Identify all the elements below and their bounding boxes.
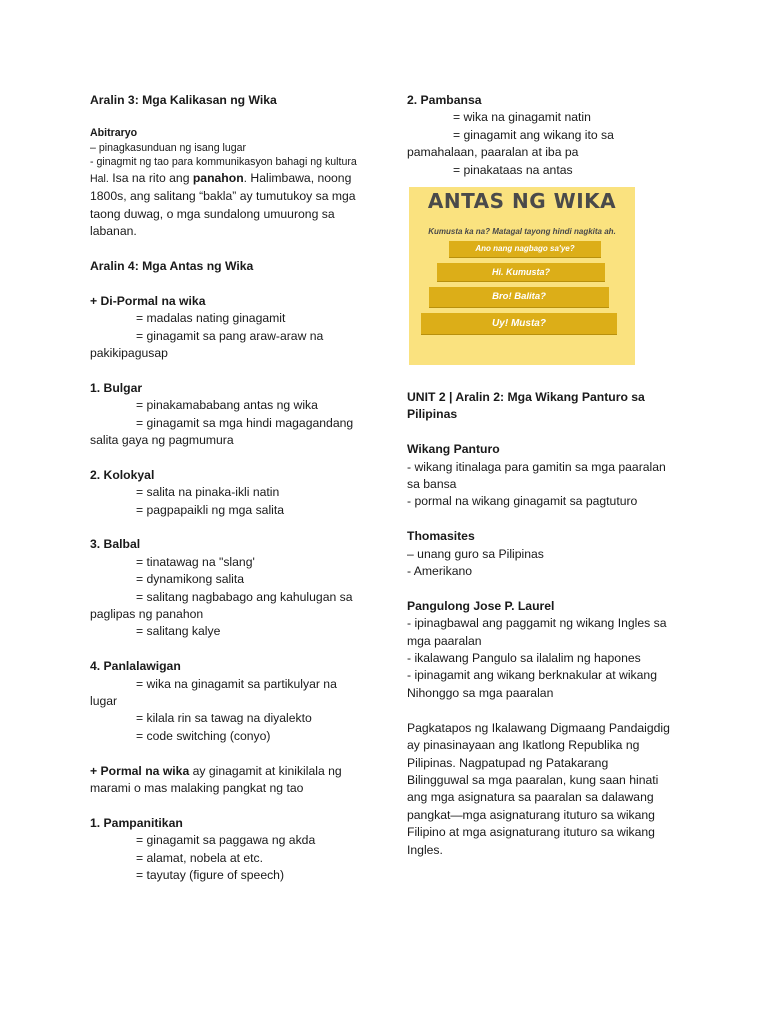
pormal-text: ay ginagamit at kinikilala ng — [189, 763, 342, 778]
infographic-step: Ano nang nagbago sa'ye? — [449, 241, 601, 257]
pambansa-section — [407, 92, 677, 179]
di-pormal-title: + Di-Pormal na wika — [90, 293, 206, 308]
pagkatapos-paragraph — [407, 720, 677, 859]
aralin4-title: Aralin 4: Mga Antas ng Wika — [90, 258, 254, 273]
pampanitikan-line: = tayutay (figure of speech) — [136, 868, 285, 883]
pambansa-line: = pinakataas na antas — [453, 162, 573, 177]
panlalawigan-line: = kilala rin sa tawag na diyalekto — [136, 711, 312, 726]
di-pormal-line: = madalas nating ginagamit — [136, 311, 286, 326]
infographic-step: Bro! Balita? — [429, 287, 609, 307]
infographic-title: ANTAS NG WIKA — [427, 189, 617, 214]
paragraph-line: pangkat—mga asignaturang ituturo sa wikang — [407, 807, 655, 822]
hal-paragraph — [90, 170, 360, 241]
paragraph-line: Bilingguwal sa mga paaralan, kung saan hinati — [407, 772, 659, 787]
di-pormal-line: pakikipagusap — [90, 345, 168, 360]
bulgar-title: 1. Bulgar — [90, 380, 143, 395]
paragraph-line: Filipino at mga asignaturang ituturo sa wikang — [407, 825, 655, 840]
balbal-section — [90, 536, 360, 640]
aralin3-title: Aralin 3: Mga Kalikasan ng Wika — [90, 93, 277, 107]
hal-text: Isa na rito ang — [108, 170, 193, 185]
kolokyal-section — [90, 467, 360, 519]
thomasites-line: - Amerikano — [407, 564, 473, 579]
wikang-panturo-section — [407, 441, 677, 511]
abitraryo-line: - ginagmit ng tao para kommunikasyon bahagi ng kultura — [90, 156, 357, 169]
aralin4-section — [90, 258, 360, 275]
panlalawigan-title: 4. Panlalawigan — [90, 659, 181, 674]
di-pormal-section — [90, 293, 360, 363]
unit2-title: UNIT 2 | Aralin 2: Mga Wikang Panturo sa — [407, 390, 645, 405]
aralin3-section — [90, 92, 360, 241]
bulgar-line: salita gaya ng pagmumura — [90, 432, 234, 447]
infographic-step: Hi. Kumusta? — [437, 263, 605, 281]
paragraph-line: Ingles. — [407, 842, 443, 857]
wikang-panturo-line: - pormal na wikang ginagamit sa pagtuturo — [407, 494, 638, 509]
abitraryo-line: – pinagkasunduan ng isang lugar — [90, 141, 247, 154]
spacer — [90, 109, 360, 126]
balbal-line: = tinatawag na "slang' — [136, 554, 255, 569]
abitraryo-title: Abitraryo — [90, 127, 138, 140]
pormal-line: marami o mas malaking pangkat ng tao — [90, 781, 304, 796]
hal-text: . Halimbawa, noong 1800s, ang salitang “bakla” ay tumutukoy sa mga taong duwag, o mga sundalong umuurong sa labanan. — [90, 170, 356, 239]
pambansa-line: = ginagamit ang wikang ito sa — [453, 127, 614, 142]
paragraph-line: Pagkatapos ng Ikalawang Digmaang Pandaigdig — [407, 720, 670, 735]
unit2-title: Pilipinas — [407, 407, 458, 422]
pambansa-title: 2. Pambansa — [407, 93, 482, 107]
panlalawigan-section — [90, 658, 360, 745]
pormal-bold: + Pormal na wika — [90, 763, 190, 778]
balbal-line: = salitang nagbabago ang kahulugan sa — [136, 589, 353, 604]
laurel-line: mga paaralan — [407, 633, 482, 648]
laurel-line: - ipinagamit ang wikang berknakular at wikang — [407, 668, 657, 683]
pampanitikan-section — [90, 815, 360, 885]
thomasites-line: – unang guro sa Pilipinas — [407, 546, 544, 561]
panlalawigan-line: = code switching (conyo) — [136, 728, 271, 743]
thomasites-title: Thomasites — [407, 529, 475, 544]
pampanitikan-title: 1. Pampanitikan — [90, 815, 183, 830]
bulgar-section — [90, 380, 360, 450]
pampanitikan-line: = alamat, nobela at etc. — [136, 850, 264, 865]
infographic-step: Uy! Musta? — [421, 313, 617, 334]
wikang-panturo-line: sa bansa — [407, 477, 457, 492]
thomasites-section — [407, 528, 677, 580]
laurel-line: - ikalawang Pangulo sa ilalalim ng hapones — [407, 651, 641, 666]
wikang-panturo-line: - wikang itinalaga para gamitin sa mga paaralan — [407, 459, 666, 474]
wikang-panturo-title: Wikang Panturo — [407, 442, 500, 457]
balbal-line: paglipas ng panahon — [90, 606, 204, 621]
panlalawigan-line: = wika na ginagamit sa partikulyar na — [136, 676, 337, 691]
laurel-title: Pangulong Jose P. Laurel — [407, 598, 555, 613]
antas-ng-wika-infographic — [409, 187, 635, 365]
right-column — [407, 92, 677, 876]
kolokyal-line: = pagpapaikli ng mga salita — [136, 502, 285, 517]
pambansa-line: = wika na ginagamit natin — [453, 110, 591, 125]
paragraph-line: ang mga asignatura sa paaralan sa dalawang — [407, 790, 654, 805]
kolokyal-title: 2. Kolokyal — [90, 467, 155, 482]
hal-label: Hal. — [90, 172, 109, 185]
bulgar-line: = pinakamababang antas ng wika — [136, 398, 318, 413]
bulgar-line: = ginagamit sa mga hindi magagandang — [136, 415, 354, 430]
laurel-section — [407, 598, 677, 702]
paragraph-line: Pilipinas. Nagpatupad ng Patakarang — [407, 755, 609, 770]
kolokyal-line: = salita na pinaka-ikli natin — [136, 485, 280, 500]
laurel-line: - ipinagbawal ang paggamit ng wikang Ingles sa — [407, 616, 667, 631]
pambansa-line: pamahalaan, paaralan at iba pa — [407, 145, 579, 160]
pormal-section — [90, 763, 360, 798]
balbal-line: = salitang kalye — [136, 624, 221, 639]
balbal-line: = dynamikong salita — [136, 572, 245, 587]
unit2-section — [407, 389, 677, 424]
balbal-title: 3. Balbal — [90, 537, 141, 552]
paragraph-line: ay pinasinayaan ang Ikatlong Republika ng — [407, 738, 640, 753]
infographic-subtitle: Kumusta ka na? Matagal tayong hindi nagkita ah. — [428, 227, 616, 237]
laurel-line: Nihonggo sa mga paaralan — [407, 685, 554, 700]
pormal-line — [90, 763, 360, 780]
panlalawigan-line: lugar — [90, 694, 118, 708]
pampanitikan-line: = ginagamit sa paggawa ng akda — [136, 833, 316, 848]
left-column — [90, 92, 360, 902]
hal-bold: panahon — [192, 170, 244, 185]
di-pormal-line: = ginagamit sa pang araw-araw na — [136, 328, 324, 343]
